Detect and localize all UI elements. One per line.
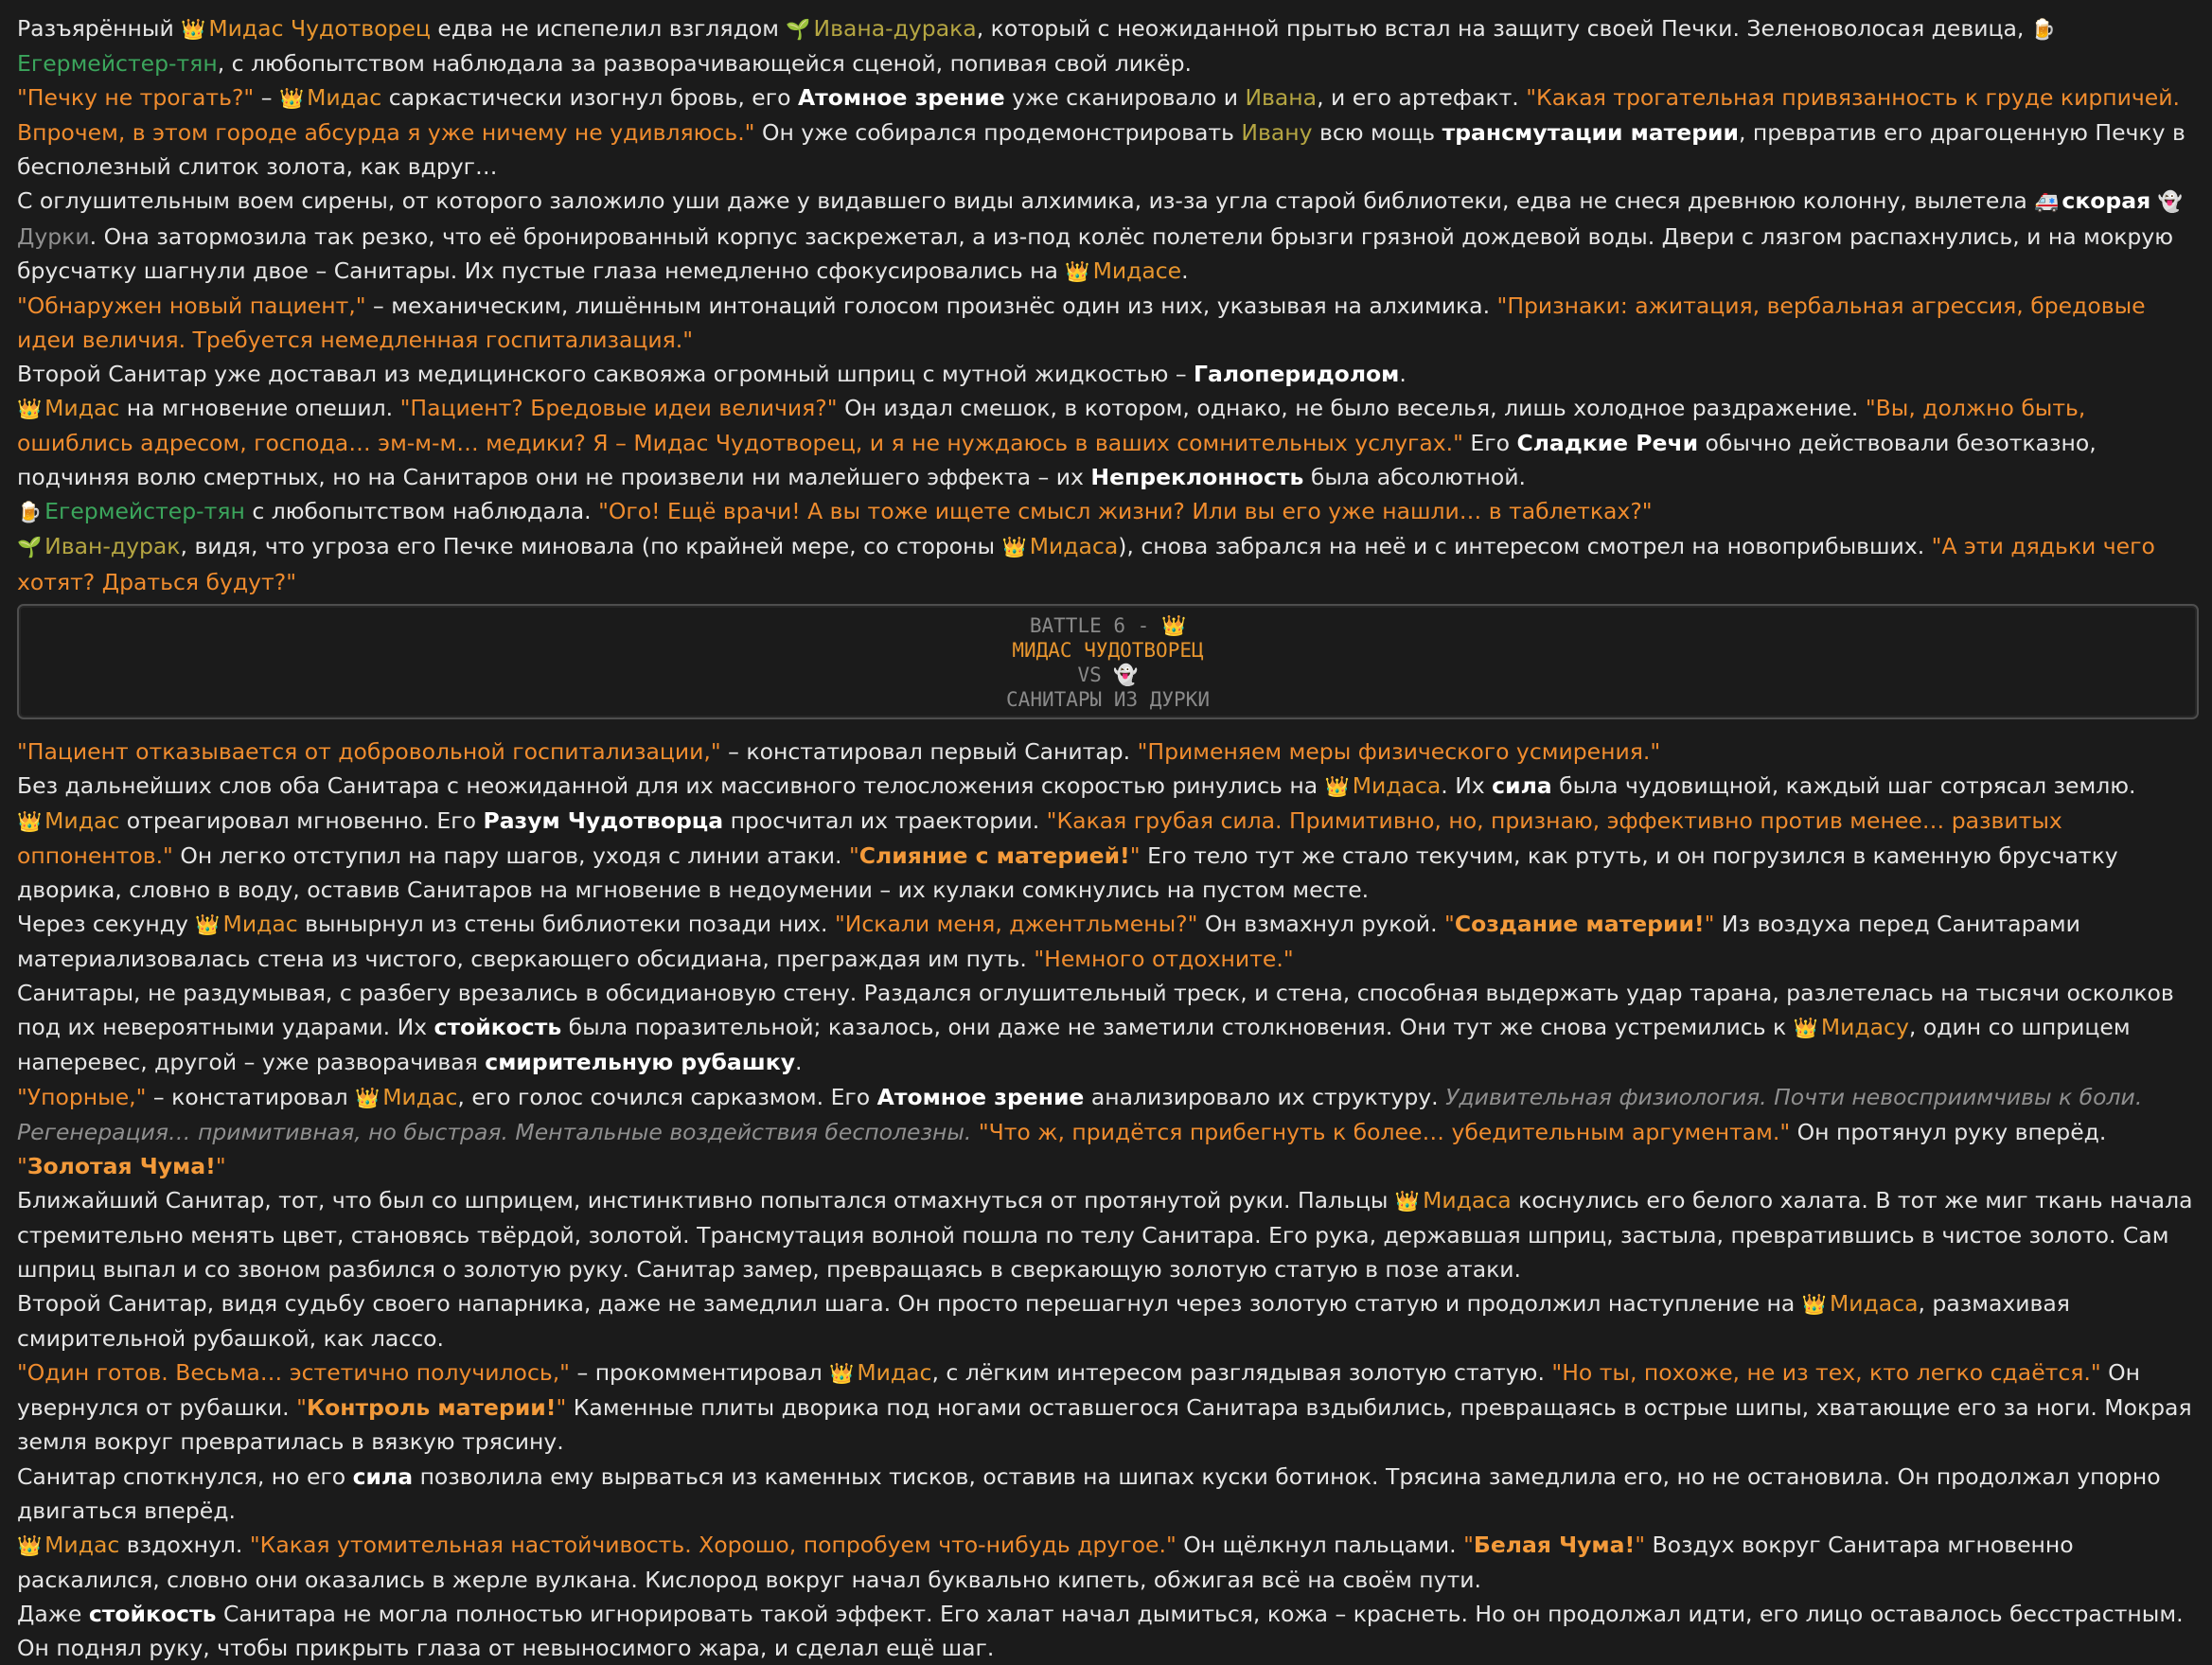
- character-midas: Мидас: [382, 1083, 458, 1110]
- crown-icon: 👑: [1065, 259, 1090, 283]
- quote-mark: ": [1635, 1531, 1646, 1558]
- text: .: [1399, 360, 1407, 387]
- text: Он протянул руку вперёд.: [1790, 1118, 2107, 1145]
- crown-icon: 👑: [355, 1086, 380, 1109]
- battle-vs: [19, 663, 2197, 687]
- paragraph-16: [17, 1286, 2199, 1355]
- text: , один со шприцем наперевес, другой – уже разворачивая: [17, 1014, 2131, 1076]
- crown-icon: 👑: [181, 18, 206, 41]
- text: на мгновение опешил.: [119, 395, 400, 422]
- paragraph-8: [17, 529, 2199, 598]
- text: –: [254, 84, 279, 112]
- quote: "Какая грубая сила. Примитивно, но, признаю, эффективно против менее… развитых оппонентов.": [17, 806, 2062, 869]
- character-ivan: Иван-дурак: [44, 533, 181, 560]
- text: Разъярённый: [17, 15, 182, 42]
- battle-fighter-2: САНИТАРЫ ИЗ ДУРКИ: [1006, 687, 1210, 711]
- text: Второй Санитар, видя судьбу своего напарника, даже не замедлил шага. Он просто перешагнул через золотую статую и продолжил наступление на: [17, 1290, 1802, 1318]
- text: вынырнул из стены библиотеки позади них.: [297, 911, 835, 938]
- character-jagermeister: Егермейстер-тян: [44, 498, 245, 525]
- text: Он увернулся от рубашки.: [17, 1359, 2141, 1422]
- paragraph-5: [17, 357, 2199, 391]
- crown-icon: 👑: [1324, 774, 1350, 798]
- text: , его голос сочился сарказмом. Его: [457, 1083, 877, 1110]
- skill-name: трансмутации материи: [1442, 119, 1739, 147]
- character-jagermeister: Егермейстер-тян: [17, 50, 218, 78]
- paragraph-11: [17, 804, 2199, 907]
- quote: "Один готов. Весьма… эстетично получилось,": [17, 1359, 570, 1387]
- quote: "Вы, должно быть, ошиблись адресом, господа… эм-м-м… медики? Я – Мидас Чудотворец, и я не нуждаюсь в ваших сомнительных услугах.": [17, 395, 2086, 457]
- sprout-icon: 🌱: [786, 18, 811, 41]
- character-midas: Мидас: [44, 806, 120, 834]
- quote-mark: ": [296, 1394, 307, 1422]
- skill-name: Атомное зрение: [797, 84, 1005, 112]
- crown-icon: 👑: [17, 1533, 43, 1557]
- text: Он щёлкнул пальцами.: [1176, 1531, 1464, 1558]
- crown-icon: 👑: [1001, 536, 1027, 559]
- character-midas: Мидас Чудотворец: [208, 15, 431, 42]
- text: уже сканировало и: [1004, 84, 1246, 112]
- quote: "Упорные,": [17, 1083, 147, 1110]
- text: обычно действовали безотказно, подчиняя волю смертных, но на Санитаров они не произвели ни малейшего эффекта – их: [17, 430, 2097, 491]
- ambulance-icon: 🚑: [2034, 190, 2060, 214]
- text: была абсолютной.: [1303, 464, 1526, 491]
- paragraph-19: [17, 1528, 2199, 1597]
- ghost-icon: 👻: [2157, 190, 2183, 214]
- text: Воздух вокруг Санитара мгновенно раскалился, словно они оказались в жерле вулкана. Кислород вокруг начал буквально кипеть, обжигая всё на своём пути.: [17, 1531, 2074, 1593]
- text: , размахивая смирительной рубашкой, как лассо.: [17, 1290, 2070, 1353]
- quote: "Пациент отказывается от добровольной госпитализации,": [17, 737, 721, 765]
- character-midas: Мидас: [307, 84, 382, 112]
- crown-icon: 👑: [829, 1362, 855, 1386]
- text: Каменные плиты дворика под ногами оставшегося Санитара вздыбились, превращаясь в острые шипы, хватающие его за ноги. Мокрая земля вокруг превратилась в вязкую трясину.: [17, 1394, 2192, 1456]
- text: С оглушительным воем сирены, от которого заложило уши даже у видавшего виды алхимика, из-за угла старой библиотеки, едва не снеся древнюю колонну, вылетела: [17, 187, 2035, 215]
- text: отреагировал мгновенно. Его: [119, 806, 484, 834]
- text: , и его артефакт.: [1317, 84, 1527, 112]
- crown-icon: 👑: [1801, 1293, 1827, 1317]
- battle-title: [19, 613, 2197, 638]
- skill-name: Сладкие Речи: [1516, 430, 1699, 457]
- text: Из воздуха перед Санитарами материализовалась стена из чистого, сверкающего обсидиана, преграждая им путь.: [17, 911, 2080, 973]
- character-midas: Мидас: [44, 1531, 120, 1558]
- paragraph-6: [17, 391, 2199, 494]
- quote: "Печку не трогать?": [17, 84, 255, 112]
- text: , видя, что угроза его Печке миновала (по крайней мере, со стороны: [180, 533, 1002, 560]
- crown-icon: 👑: [195, 913, 221, 937]
- paragraph-15: [17, 1183, 2199, 1286]
- text: едва не испепелил взглядом: [430, 15, 787, 42]
- paragraph-20: [17, 1597, 2199, 1665]
- quote-mark: ": [1704, 911, 1715, 938]
- text: Он легко отступил на пару шагов, уходя с линии атаки.: [172, 841, 849, 869]
- paragraph-18: [17, 1460, 2199, 1528]
- text: – прокомментировал: [570, 1359, 830, 1387]
- text: . Их: [1441, 771, 1493, 799]
- keyword: скорая: [2062, 187, 2151, 215]
- quote: "А эти дядьки чего хотят? Драться будут?": [17, 533, 2155, 595]
- character-durka: Дурки: [17, 222, 90, 250]
- crown-icon: 👑: [1394, 1189, 1421, 1213]
- paragraph-7: [17, 494, 2199, 529]
- paragraph-4: [17, 289, 2199, 357]
- story-text: [17, 11, 2199, 1665]
- text: , с любопытством наблюдала за разворачивающейся сценой, попивая свой ликёр.: [217, 50, 1193, 78]
- quote-mark: ": [1444, 911, 1455, 938]
- character-ivan: Ивана-дурака: [813, 15, 977, 42]
- quote-mark: ": [17, 1152, 27, 1179]
- skill-name: Атомное зрение: [876, 1083, 1085, 1110]
- keyword: Галоперидолом: [1194, 360, 1400, 387]
- keyword: сила: [352, 1462, 414, 1490]
- text: позволила ему вырваться из каменных тисков, оставив на шипах куски ботинок. Трясина замедлила его, но не остановила. Он продолжал упорно двигаться вперёд.: [17, 1462, 2161, 1524]
- text: – констатировал первый Санитар.: [720, 737, 1138, 765]
- text: анализировало их структуру.: [1084, 1083, 1446, 1110]
- spell-quote: [1444, 911, 1714, 937]
- text: была чудовищной, каждый шаг сотрясал землю.: [1551, 771, 2136, 799]
- paragraph-2: [17, 80, 2199, 184]
- text: . Она затормозила так резко, что её бронированный корпус заскрежетал, а из-под колёс полетели брызги грязной дождевой воды. Двери с лязгом распахнулись, и на мокрую брусчатку шагнули двое – Санитары. Их пустые глаза немедленно сфокусировались на: [17, 222, 2174, 284]
- text: Санитара не могла полностью игнорировать такой эффект. Его халат начал дымиться, кожа – краснеть. Но он продолжал идти, его лицо оставалось бесстрастным. Он поднял руку, чтобы прикрыть глаза от невыносимого жара, и сделал ещё шаг.: [17, 1600, 2184, 1662]
- spell-name: Создание материи!: [1454, 911, 1705, 938]
- ghost-icon: 👻: [1113, 663, 1139, 686]
- text: ), снова забрался на неё и с интересом смотрел на новоприбывших.: [1118, 533, 1932, 560]
- keyword: смирительную рубашку: [485, 1049, 796, 1076]
- text: саркастически изогнул бровь, его: [381, 84, 798, 112]
- spell-name: Слияние с материей!: [858, 841, 1130, 869]
- paragraph-13: [17, 976, 2199, 1079]
- text: – механическим, лишённым интонаций голосом произнёс один из них, указывая на алхимика.: [365, 292, 1497, 319]
- text: Он взмахнул рукой.: [1197, 911, 1445, 938]
- text: Второй Санитар уже доставал из медицинского саквояжа огромный шприц с мутной жидкостью –: [17, 360, 1194, 387]
- quote: "Искали меня, джентльмены?": [834, 911, 1198, 938]
- character-midas: Мидаса: [1029, 533, 1119, 560]
- text: .: [795, 1049, 803, 1076]
- spell-quote: [849, 842, 1141, 869]
- text: Санитар споткнулся, но его: [17, 1462, 353, 1490]
- character-midas: Мидаса: [1829, 1290, 1919, 1318]
- keyword: стойкость: [434, 1014, 562, 1041]
- quote-mark: ": [215, 1152, 226, 1179]
- text: Санитары, не раздумывая, с разбегу врезались в обсидиановую стену. Раздался оглушительный треск, и стена, способная выдержать удар тарана, разлетелась на тысячи осколков под их невероятными ударами. Их: [17, 980, 2174, 1041]
- text: Через секунду: [17, 911, 196, 938]
- text: Его: [1462, 430, 1517, 457]
- crown-icon: 👑: [17, 398, 43, 421]
- paragraph-12: [17, 907, 2199, 976]
- spell-quote: [296, 1394, 566, 1421]
- crown-icon: 👑: [17, 809, 43, 833]
- quote-mark: ": [1129, 841, 1141, 869]
- character-midas: Мидас: [857, 1359, 932, 1387]
- skill-name: Разум Чудотворца: [483, 806, 724, 834]
- paragraph-3: [17, 184, 2199, 288]
- text: .: [1181, 257, 1189, 284]
- text: , превратив его драгоценную Печку в бесполезный слиток золота, как вдруг…: [17, 119, 2185, 181]
- character-midas: Мидасе: [1092, 257, 1182, 284]
- text: Ближайший Санитар, тот, что был со шприцем, инстинктивно попытался отмахнуться от протянутой руки. Пальцы: [17, 1186, 1395, 1213]
- text: всю мощь: [1312, 119, 1442, 147]
- quote: "Обнаружен новый пациент,": [17, 292, 366, 319]
- paragraph-17: [17, 1355, 2199, 1459]
- character-midas: Мидаса: [1423, 1186, 1512, 1213]
- text: Без дальнейших слов оба Санитара с неожиданной для их массивного телосложения скоростью ринулись на: [17, 771, 1325, 799]
- text: вздохнул.: [119, 1531, 250, 1558]
- text: Он издал смешок, в котором, однако, не было веселья, лишь холодное раздражение.: [837, 395, 1866, 422]
- spell-name: Контроль материи!: [306, 1394, 557, 1422]
- paragraph-9: [17, 735, 2199, 769]
- battle-banner: [17, 604, 2199, 719]
- spell-quote: [1463, 1532, 1645, 1558]
- text: просчитал их траектории.: [723, 806, 1047, 834]
- text: Его тело тут же стало текучим, как ртуть, и он погрузился в каменную брусчатку дворика, словно в воду, оставив Санитаров на мгновение в недоумении – их кулаки сомкнулись на пустом месте.: [17, 841, 2118, 903]
- text: коснулись его белого халата. В тот же миг ткань начала стремительно менять цвет, становясь твёрдой, золотой. Трансмутация волной пошла по телу Санитара. Его рука, державшая шприц, застыла, превратившись в чистое золото. Сам шприц выпал и со звоном разбился о золотую руку. Санитар замер, превращаясь в сверкающую золотую статую в позе атаки.: [17, 1186, 2193, 1283]
- character-ivan: Ивана: [1245, 84, 1318, 112]
- text: с любопытством наблюдала.: [244, 498, 599, 525]
- spell-quote: [17, 1153, 226, 1179]
- quote: "Пациент? Бредовые идеи величия?": [399, 395, 838, 422]
- quote: "Но ты, похоже, не из тех, кто легко сдаётся.": [1551, 1359, 2101, 1387]
- quote: "Признаки: ажитация, вербальная агрессия, бредовые идеи величия. Требуется немедленная госпитализация.": [17, 292, 2146, 353]
- battle-fighter-1: МИДАС ЧУДОТВОРЕЦ: [1012, 638, 1204, 662]
- quote-mark: ": [556, 1394, 567, 1422]
- skill-name: Непреклонность: [1090, 464, 1304, 491]
- quote-mark: ": [848, 841, 859, 869]
- quote: "Какая трогательная привязанность к груде кирпичей. Впрочем, в этом городе абсурда я уже ничему не удивляюсь.": [17, 84, 2181, 147]
- character-midas: Мидасу: [1820, 1014, 1909, 1041]
- crown-icon: 👑: [278, 87, 305, 111]
- keyword: стойкость: [88, 1600, 217, 1627]
- text: , с лёгким интересом разглядывая золотую статую.: [931, 1359, 1552, 1387]
- inner-thought: Удивительная физиология. Почти невосприимчивы к боли. Регенерация… примитивная, но быстрая. Ментальные воздействия бесполезны.: [17, 1083, 2143, 1145]
- spell-name: Белая Чума!: [1473, 1531, 1636, 1558]
- paragraph-10: [17, 769, 2199, 804]
- quote-mark: ": [1463, 1531, 1474, 1558]
- text: Даже: [17, 1600, 89, 1627]
- quote: "Какая утомительная настойчивость. Хорошо, попробуем что-нибудь другое.": [249, 1531, 1177, 1558]
- character-midas: Мидас: [222, 911, 298, 938]
- crown-icon: 👑: [1160, 613, 1187, 637]
- text: была поразительной; казалось, они даже не заметили столкновения. Они тут же снова устремились к: [561, 1014, 1794, 1041]
- paragraph-14: [17, 1080, 2199, 1183]
- paragraph-1: [17, 11, 2199, 80]
- text: [971, 1119, 978, 1145]
- sprout-icon: 🌱: [17, 536, 43, 559]
- crown-icon: 👑: [1793, 1017, 1818, 1040]
- quote: "Немного отдохните.": [1034, 946, 1294, 973]
- text: Он уже собирался продемонстрировать: [754, 119, 1242, 147]
- beer-icon: 🍺: [2030, 18, 2056, 41]
- quote: "Применяем меры физического усмирения.": [1137, 737, 1661, 765]
- character-midas: Мидаса: [1352, 771, 1442, 799]
- vs-label: VS: [1077, 663, 1114, 686]
- text: , который с неожиданной прытью встал на защиту своей Печки. Зеленоволосая девица,: [976, 15, 2031, 42]
- text: – констатировал: [146, 1083, 356, 1110]
- character-ivan: Ивану: [1241, 119, 1313, 147]
- quote: "Что ж, придётся прибегнуть к более… убедительным аргументам.": [978, 1118, 1791, 1145]
- keyword: сила: [1492, 771, 1552, 799]
- character-midas: Мидас: [44, 395, 120, 422]
- quote: "Ого! Ещё врачи! А вы тоже ищете смысл жизни? Или вы его уже нашли… в таблетках?": [598, 498, 1653, 525]
- battle-number: BATTLE 6 -: [1029, 613, 1161, 637]
- spell-name: Золотая Чума!: [27, 1152, 216, 1179]
- beer-icon: 🍺: [17, 501, 43, 524]
